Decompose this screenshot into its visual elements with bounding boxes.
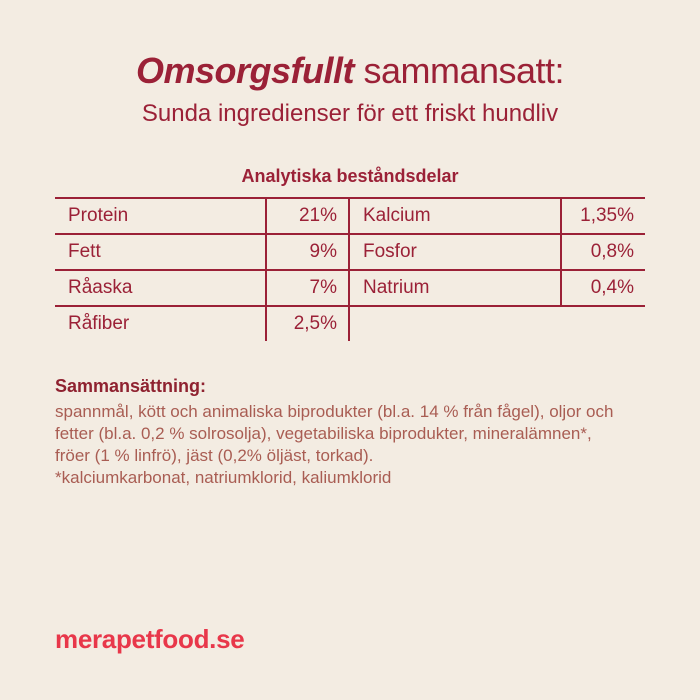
- table-row: [55, 269, 645, 305]
- page-title-rest: sammansatt:: [353, 50, 565, 91]
- nutrient-label: Protein: [68, 205, 129, 226]
- nutrient-label: [350, 307, 560, 341]
- page-subtitle: Sunda ingredienser för ett friskt hundliv: [141, 100, 559, 127]
- composition-text-line: fetter (bl.a. 0,2 % solrosolja), vegetabiliska biprodukter, mineralämnen*,: [55, 424, 592, 443]
- nutrient-label: Råfiber: [68, 313, 130, 334]
- composition-section: [55, 376, 655, 489]
- nutrient-label: Kalcium: [363, 205, 431, 226]
- nutrient-value: 9%: [265, 235, 350, 269]
- nutrient-value: 1,35%: [560, 199, 645, 233]
- nutrient-value: 0,8%: [560, 235, 645, 269]
- website-url: merapetfood.se: [55, 624, 245, 654]
- analytical-table: [55, 197, 645, 341]
- page-title-emphasis: Omsorgsfullt: [135, 50, 354, 91]
- nutrient-value: 0,4%: [560, 271, 645, 305]
- nutrient-label: Fosfor: [363, 241, 417, 262]
- composition-text-line: fröer (1 % linfrö), jäst (0,2% öljäst, torkad).: [55, 446, 374, 465]
- nutrient-label: Råaska: [68, 277, 133, 298]
- nutrient-value: 21%: [265, 199, 350, 233]
- nutrient-label: Natrium: [363, 277, 430, 298]
- nutrient-label: Fett: [68, 241, 101, 262]
- table-row: [55, 233, 645, 269]
- composition-text-line: *kalciumkarbonat, natriumklorid, kaliumklorid: [55, 468, 392, 487]
- page-title: [0, 50, 700, 92]
- analytical-table-heading: Analytiska beståndsdelar: [241, 166, 459, 186]
- nutrient-value: 2,5%: [265, 307, 350, 341]
- table-row: [55, 305, 645, 341]
- nutrient-value: 7%: [265, 271, 350, 305]
- composition-heading: Sammansättning:: [55, 376, 207, 396]
- composition-text-line: spannmål, kött och animaliska biprodukter (bl.a. 14 % från fågel), oljor och: [55, 402, 614, 421]
- table-row: [55, 197, 645, 233]
- nutrient-value: [560, 307, 645, 341]
